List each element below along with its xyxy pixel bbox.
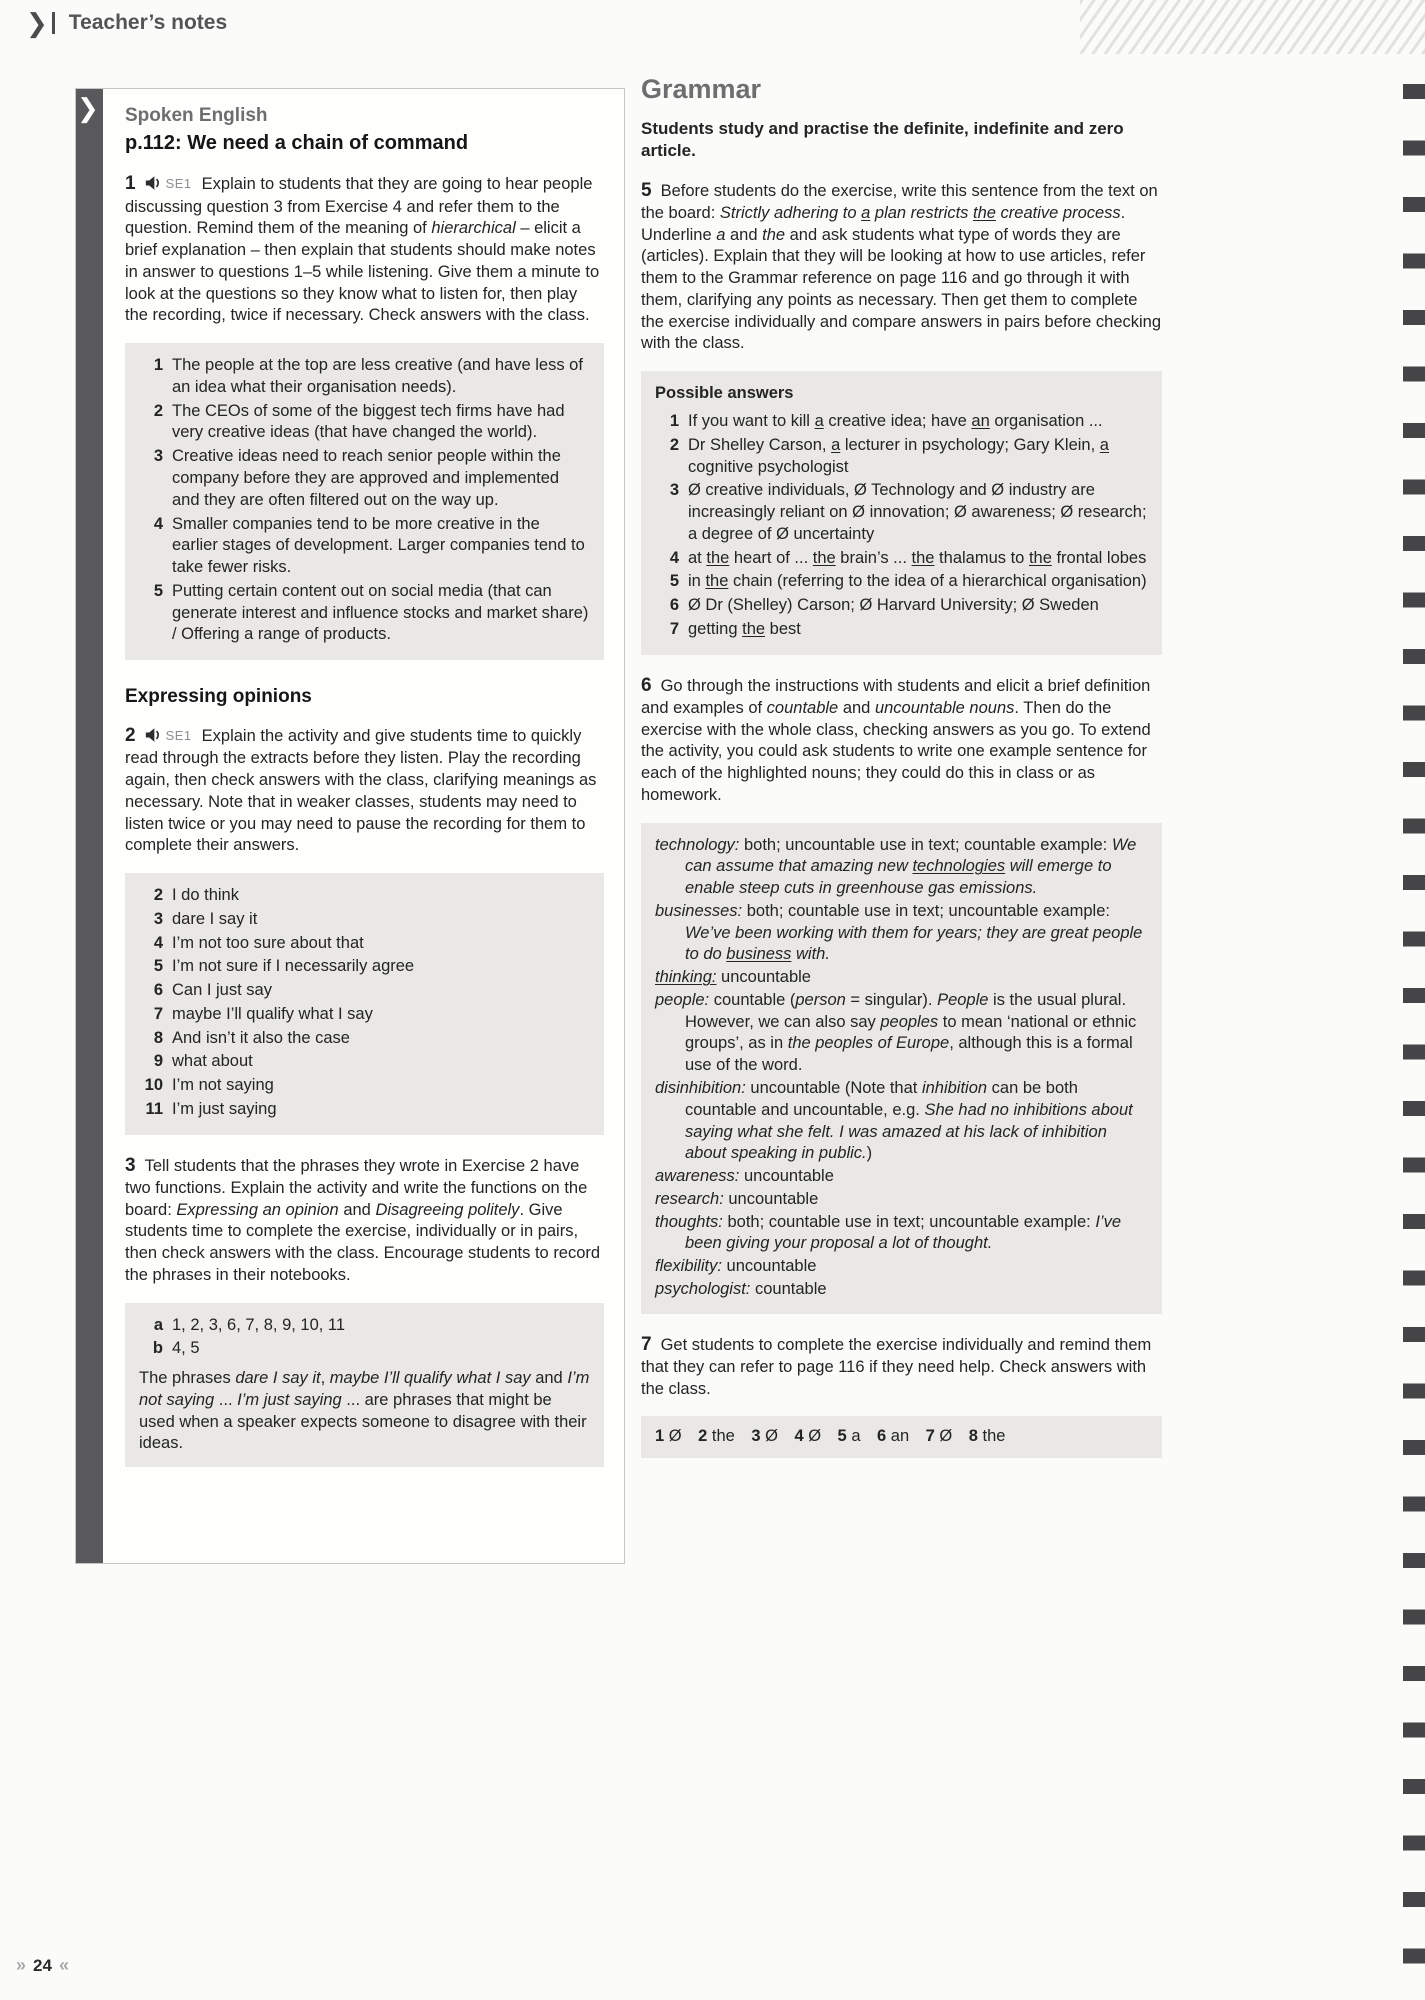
answer-number: 8 bbox=[153, 1028, 163, 1047]
answer-number: 4 bbox=[153, 514, 163, 533]
answer-item bbox=[139, 1338, 590, 1360]
answer-number: 4 bbox=[669, 548, 679, 567]
answer-item bbox=[139, 355, 590, 399]
exercise-3-text: Tell students that the phrases they wrote in Exercise 2 have two functions. Explain the activity and write the functions on the board: Expressing an opinion and Disagreeing politely. Give students time to complete the exercise, individually or in pairs, then check answers with the class. Encourage students to record the phrases in their notebooks. bbox=[125, 1156, 601, 1284]
answers-box-1 bbox=[125, 343, 604, 660]
answer-item bbox=[655, 435, 1148, 479]
page-header bbox=[26, 10, 227, 36]
possible-answers-title: Possible answers bbox=[655, 384, 794, 403]
answer-text: Ø Dr (Shelley) Carson; Ø Harvard University; Ø Sweden bbox=[688, 596, 1099, 615]
spoken-english-panel bbox=[75, 88, 625, 1564]
answer-text: Putting certain content out on social media (that can generate interest and influence stocks and market share) / Offering a range of products. bbox=[172, 581, 589, 644]
exercise-5-number: 5 bbox=[641, 179, 652, 201]
header-title: Teacher’s notes bbox=[68, 11, 228, 34]
answer-text: 4, 5 bbox=[172, 1339, 200, 1358]
answer-text: If you want to kill a creative idea; have an organisation ... bbox=[688, 412, 1103, 431]
noun-answer-item: research: uncountable bbox=[655, 1189, 819, 1208]
answer-item bbox=[655, 571, 1148, 593]
noun-answer-item: businesses: both; countable use in text; uncountable example: We’ve been working with them for years; they are great people to do business with. bbox=[655, 901, 1143, 964]
exercise-6-text: Go through the instructions with students and elicit a brief definition and examples of countable and uncountable nouns. Then do the exercise with the whole class, checking answers as you go. To extend the activity, you could ask students to write one example sentence for each of the highlighted nouns; they could do this in class or as homework. bbox=[641, 676, 1151, 804]
answers-box-3 bbox=[125, 1303, 604, 1468]
answer-text: The people at the top are less creative (and have less of an idea what their organisation needs). bbox=[172, 356, 583, 396]
answer-text: Creative ideas need to reach senior people within the company before they are approved and implemented and they are often filtered out on the way up. bbox=[172, 447, 561, 509]
answer-item bbox=[139, 1075, 590, 1097]
grammar-column bbox=[641, 72, 1162, 1476]
exercise-3-number: 3 bbox=[125, 1154, 136, 1176]
speaker-icon bbox=[145, 727, 192, 744]
answer-key-box bbox=[641, 1416, 1162, 1458]
answer-text: And isn’t it also the case bbox=[172, 1028, 350, 1047]
expressing-opinions-heading: Expressing opinions bbox=[125, 686, 312, 708]
exercise-7-text: Get students to complete the exercise individually and remind them that they can refer to page 116 if they need help. Check answers with the class. bbox=[641, 1335, 1152, 1398]
page-number: 24 bbox=[33, 1955, 52, 1975]
possible-answers-box bbox=[641, 371, 1162, 654]
exercise-5 bbox=[641, 178, 1162, 355]
exercise-7-number: 7 bbox=[641, 1333, 652, 1355]
answer-text: I’m not too sure about that bbox=[172, 933, 364, 952]
answer-letter: a bbox=[153, 1315, 163, 1334]
exercise-5-text: Before students do the exercise, write this sentence from the text on the board: Strictly adhering to a plan restricts the creative process. Underline a and the and ask students what type of words they are (articles). Explain that they will be looking at how to use articles, refer them to the Grammar reference on page 116 and go through it with them, clarifying any points as necessary. Then get them to complete the exercise individually and compare answers in pairs before checking with the class. bbox=[641, 181, 1162, 353]
noun-answer-item: flexibility: uncountable bbox=[655, 1257, 817, 1276]
answer-text: I’m just saying bbox=[172, 1099, 277, 1118]
noun-answer-item: people: countable (person = singular). People is the usual plural. However, we can also say peoples to mean ‘national or ethnic groups’, as in the peoples of Europe, although this is a formal use of the word. bbox=[655, 990, 1137, 1075]
answer-number: 5 bbox=[669, 572, 679, 591]
answer-text: in the chain (referring to the idea of a hierarchical organisation) bbox=[688, 572, 1147, 591]
scan-edge-hatching bbox=[1080, 0, 1425, 54]
noun-answer-item: technology: both; uncountable use in text; countable example: We can assume that amazing new technologies will emerge to enable steep cuts in greenhouse gas emissions. bbox=[655, 835, 1137, 898]
answer-number: 2 bbox=[669, 435, 679, 454]
answer-item bbox=[139, 581, 590, 646]
answer-item bbox=[139, 980, 590, 1002]
grammar-title: Grammar bbox=[641, 74, 762, 104]
lesson-title: p.112: We need a chain of command bbox=[125, 132, 469, 155]
answer-text: at the heart of ... the brain’s ... the thalamus to the frontal lobes bbox=[688, 548, 1147, 567]
exercise-2-number: 2 bbox=[125, 725, 136, 747]
panel-chevron-icon: ❯ bbox=[77, 93, 99, 123]
noun-answer-item: awareness: uncountable bbox=[655, 1167, 834, 1186]
exercise-1 bbox=[125, 171, 604, 327]
answer-key-line: 1 Ø 2 the 3 Ø 4 Ø 5 a 6 an 7 Ø 8 the bbox=[655, 1427, 1006, 1446]
answer-text: I’m not sure if I necessarily agree bbox=[172, 957, 415, 976]
panel-side-bar bbox=[76, 89, 103, 1563]
audio-track-label: SE1 bbox=[165, 727, 192, 743]
answer-item bbox=[139, 1004, 590, 1026]
answer-text: 1, 2, 3, 6, 7, 8, 9, 10, 11 bbox=[172, 1315, 346, 1334]
answer-number: 3 bbox=[669, 481, 679, 500]
answers-3-note: The phrases dare I say it, maybe I’ll qualify what I say and I’m not saying ... I’m just saying ... are phrases that might be used when a speaker expects someone to disagree with their ideas. bbox=[139, 1369, 590, 1453]
answer-number: 10 bbox=[144, 1076, 163, 1095]
answer-item bbox=[139, 1099, 590, 1121]
answer-item bbox=[655, 548, 1148, 570]
section-title: Spoken English bbox=[125, 105, 268, 126]
audio-track-label: SE1 bbox=[165, 175, 192, 191]
answer-text: The CEOs of some of the biggest tech firms have had very creative ideas (that have changed the world). bbox=[172, 401, 565, 442]
noun-answer-item: thoughts: both; countable use in text; uncountable example: I’ve been giving your proposal a lot of thought. bbox=[655, 1212, 1121, 1253]
answer-item bbox=[655, 411, 1148, 433]
speaker-icon bbox=[145, 175, 192, 192]
answer-text: Dr Shelley Carson, a lecturer in psychology; Gary Klein, a cognitive psychologist bbox=[688, 435, 1109, 476]
answer-item bbox=[139, 885, 590, 907]
answer-number: 6 bbox=[669, 596, 679, 615]
answer-text: Can I just say bbox=[172, 981, 272, 1000]
answer-number: 7 bbox=[669, 619, 679, 638]
answer-item bbox=[139, 1051, 590, 1073]
answers-box-2 bbox=[125, 873, 604, 1135]
exercise-2-text: Explain the activity and give students time to quickly read through the extracts before they listen. Play the recording again, then check answers with the class, clarifying meanings as necessary. Note that in weaker classes, students may need to listen twice or you may need to pause the recording for them to complete their answers. bbox=[125, 727, 597, 855]
chevron-right-icon: ❯ bbox=[26, 10, 55, 36]
answer-number: 2 bbox=[153, 886, 163, 905]
answer-text: maybe I’ll qualify what I say bbox=[172, 1004, 373, 1023]
answer-item bbox=[655, 480, 1148, 545]
answer-number: 5 bbox=[153, 957, 163, 976]
answer-number: 9 bbox=[153, 1052, 163, 1071]
answer-text: I’m not saying bbox=[172, 1076, 274, 1095]
answer-item bbox=[655, 595, 1148, 617]
answer-number: 3 bbox=[153, 909, 163, 928]
exercise-2 bbox=[125, 723, 604, 857]
answer-item bbox=[139, 1028, 590, 1050]
exercise-3 bbox=[125, 1153, 604, 1287]
answer-item bbox=[139, 514, 590, 579]
answer-item bbox=[655, 619, 1148, 641]
page-footer bbox=[16, 1955, 69, 1976]
answer-number: 7 bbox=[153, 1004, 163, 1023]
answer-number: 1 bbox=[669, 412, 679, 431]
answer-text: what about bbox=[172, 1052, 253, 1071]
answer-text: Ø creative individuals, Ø Technology and Ø industry are increasingly reliant on Ø innovation; Ø awareness; Ø research; a degree of Ø uncertainty bbox=[688, 481, 1147, 543]
answer-text: I do think bbox=[172, 886, 239, 905]
answer-text: dare I say it bbox=[172, 909, 258, 928]
answer-item bbox=[139, 933, 590, 955]
answer-letter: b bbox=[152, 1339, 163, 1358]
answer-number: 2 bbox=[153, 401, 163, 420]
grammar-intro: Students study and practise the definite, indefinite and zero article. bbox=[641, 118, 1124, 160]
answer-text: Smaller companies tend to be more creative in the earlier stages of development. Larger companies tend to take fewer risks. bbox=[172, 514, 585, 577]
noun-answer-item: disinhibition: uncountable (Note that inhibition can be both countable and uncountable, e.g. She had no inhibitions about saying what she felt. I was amazed at his lack of inhibition about speaking in public.) bbox=[655, 1079, 1133, 1163]
noun-answers-box bbox=[641, 823, 1162, 1314]
answer-number: 1 bbox=[153, 356, 163, 375]
exercise-1-text: Explain to students that they are going to hear people discussing question 3 from Exercise 4 and refer them to the question. Remind them of the meaning of hierarchical – elicit a brief explanation – then explain that students should make notes in answer to questions 1–5 while listening. Give them a minute to look at the questions so they know what to listen for, then play the recording, twice if necessary. Check answers with the class. bbox=[125, 175, 600, 325]
exercise-7 bbox=[641, 1332, 1162, 1401]
exercise-6 bbox=[641, 673, 1162, 807]
double-chevron-right-icon: » bbox=[16, 1955, 27, 1975]
answer-number: 4 bbox=[153, 933, 163, 952]
binder-marks bbox=[1403, 84, 1425, 2000]
answer-number: 3 bbox=[153, 447, 163, 466]
exercise-6-number: 6 bbox=[641, 674, 652, 696]
answer-number: 11 bbox=[145, 1099, 163, 1118]
answer-number: 6 bbox=[153, 981, 163, 1000]
answer-text: getting the best bbox=[688, 619, 801, 638]
answer-item bbox=[139, 909, 590, 931]
answer-item bbox=[139, 401, 590, 445]
double-chevron-left-icon: « bbox=[58, 1955, 69, 1975]
noun-answer-item: thinking: uncountable bbox=[655, 968, 811, 987]
answer-item bbox=[139, 956, 590, 978]
answer-item bbox=[139, 446, 590, 511]
answer-number: 5 bbox=[153, 581, 163, 600]
answer-item bbox=[139, 1315, 590, 1337]
noun-answer-item: psychologist: countable bbox=[655, 1279, 827, 1298]
exercise-1-number: 1 bbox=[125, 173, 136, 195]
